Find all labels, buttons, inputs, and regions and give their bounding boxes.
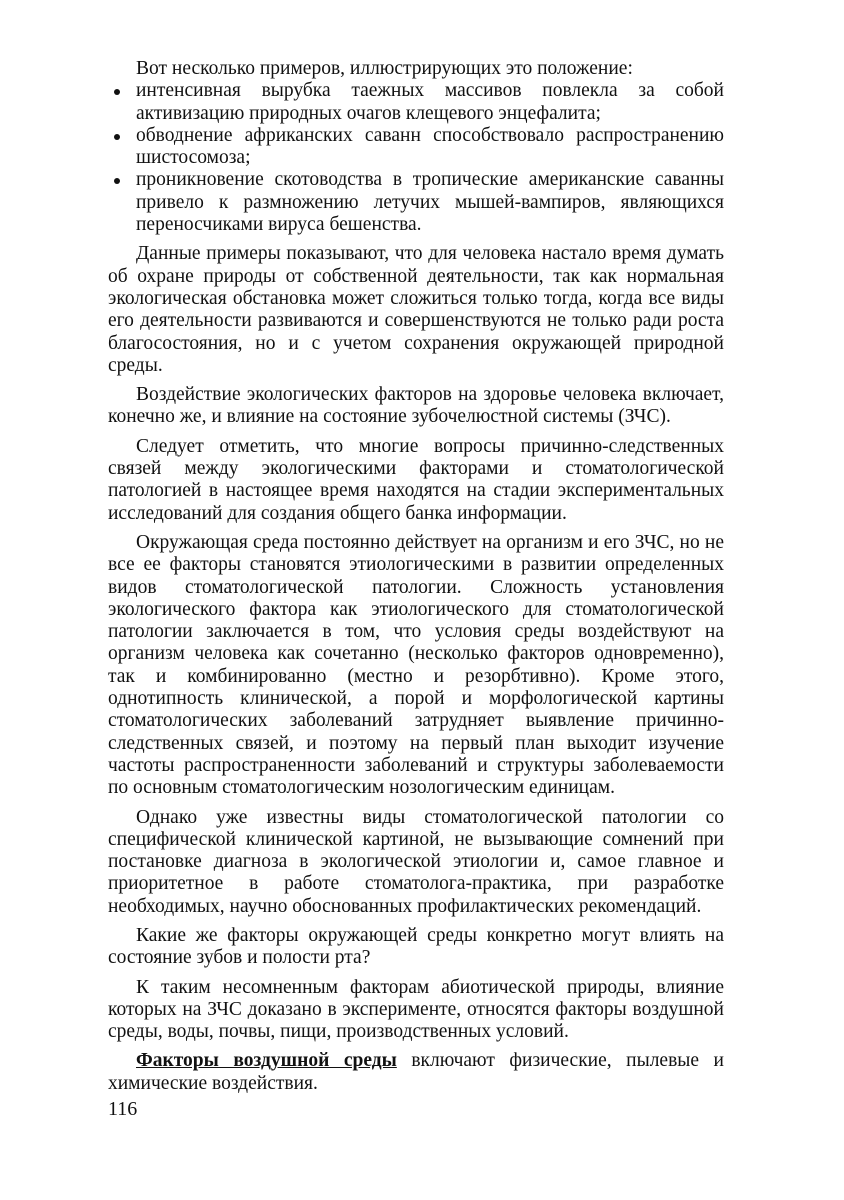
bullet-item: обводнение африканских саванн способствовало распространению шистосомоза; xyxy=(108,125,724,170)
body-paragraph: Следует отметить, что многие вопросы причинно-следственных связей между экологическими факторами и стоматологической патологией в настоящее время находятся на стадии экспериментальных исследований для создания общего банка информации. xyxy=(108,435,724,524)
body-paragraph: Однако уже известны виды стоматологической патологии со специфической клинической картиной, не вызывающие сомнений при постановке диагноза в экологической этиологии и, самое главное и приоритетное в работе стоматолога-практика, при разработке необходимых, научно обоснованных профилактических рекомендаций. xyxy=(108,806,724,917)
bullet-item: интенсивная вырубка таежных массивов повлекла за собой активизацию природных очагов клещевого энцефалита; xyxy=(108,80,724,125)
intro-paragraph: Вот несколько примеров, иллюстрирующих это положение: xyxy=(136,58,633,79)
body-paragraph: Данные примеры показывают, что для человека настало время думать об охране природы от собственной деятельности, так как нормальная экологическая обстановка может сложиться только тогда, когда все виды его деятельности развиваются и совершенствуются не только ради роста благосостояния, но и с учетом сохранения окружающей природной среды. xyxy=(108,243,724,376)
final-paragraph xyxy=(108,1050,724,1095)
final-paragraph-text: включают физические, пылевые и химические воздействия. xyxy=(108,1050,724,1094)
bullet-item: проникновение скотоводства в тропические американские саванны привело к размножению летучих мышей-вампиров, являющихся переносчиками вируса бешенства. xyxy=(108,169,724,236)
section-heading-underlined: Факторы воздушной среды xyxy=(136,1050,397,1072)
body-paragraph: К таким несомненным факторам абиотической природы, влияние которых на ЗЧС доказано в эксперименте, относятся факторы воздушной среды, воды, почвы, пищи, производственных условий. xyxy=(108,976,724,1043)
body-paragraph: Какие же факторы окружающей среды конкретно могут влиять на состояние зубов и полости рта? xyxy=(108,924,724,969)
page-number: 116 xyxy=(108,1098,138,1120)
bullet-list xyxy=(108,80,724,236)
body-paragraph: Окружающая среда постоянно действует на организм и его ЗЧС, но не все ее факторы становятся этиологическими в развитии определенных видов стоматологической патологии. Сложность установления экологического фактора как этиологического для стоматологической патологии заключается в том, что условия среды воздействуют на организм человека как сочетанно (несколько факторов одновременно), так и комбинированно (местно и резорбтивно). Кроме этого, однотипность клинической, а порой и морфологической картины стоматологических заболеваний затрудняет выявление причинно-следственных связей, и поэтому на первый план выходит изучение частоты распространенности заболеваний и структуры заболеваемости по основным стоматологическим нозологическим единицам. xyxy=(108,531,724,799)
page-text xyxy=(108,58,724,1095)
body-paragraph: Воздействие экологических факторов на здоровье человека включает, конечно же, и влияние на состояние зубочелюстной системы (ЗЧС). xyxy=(108,384,724,428)
